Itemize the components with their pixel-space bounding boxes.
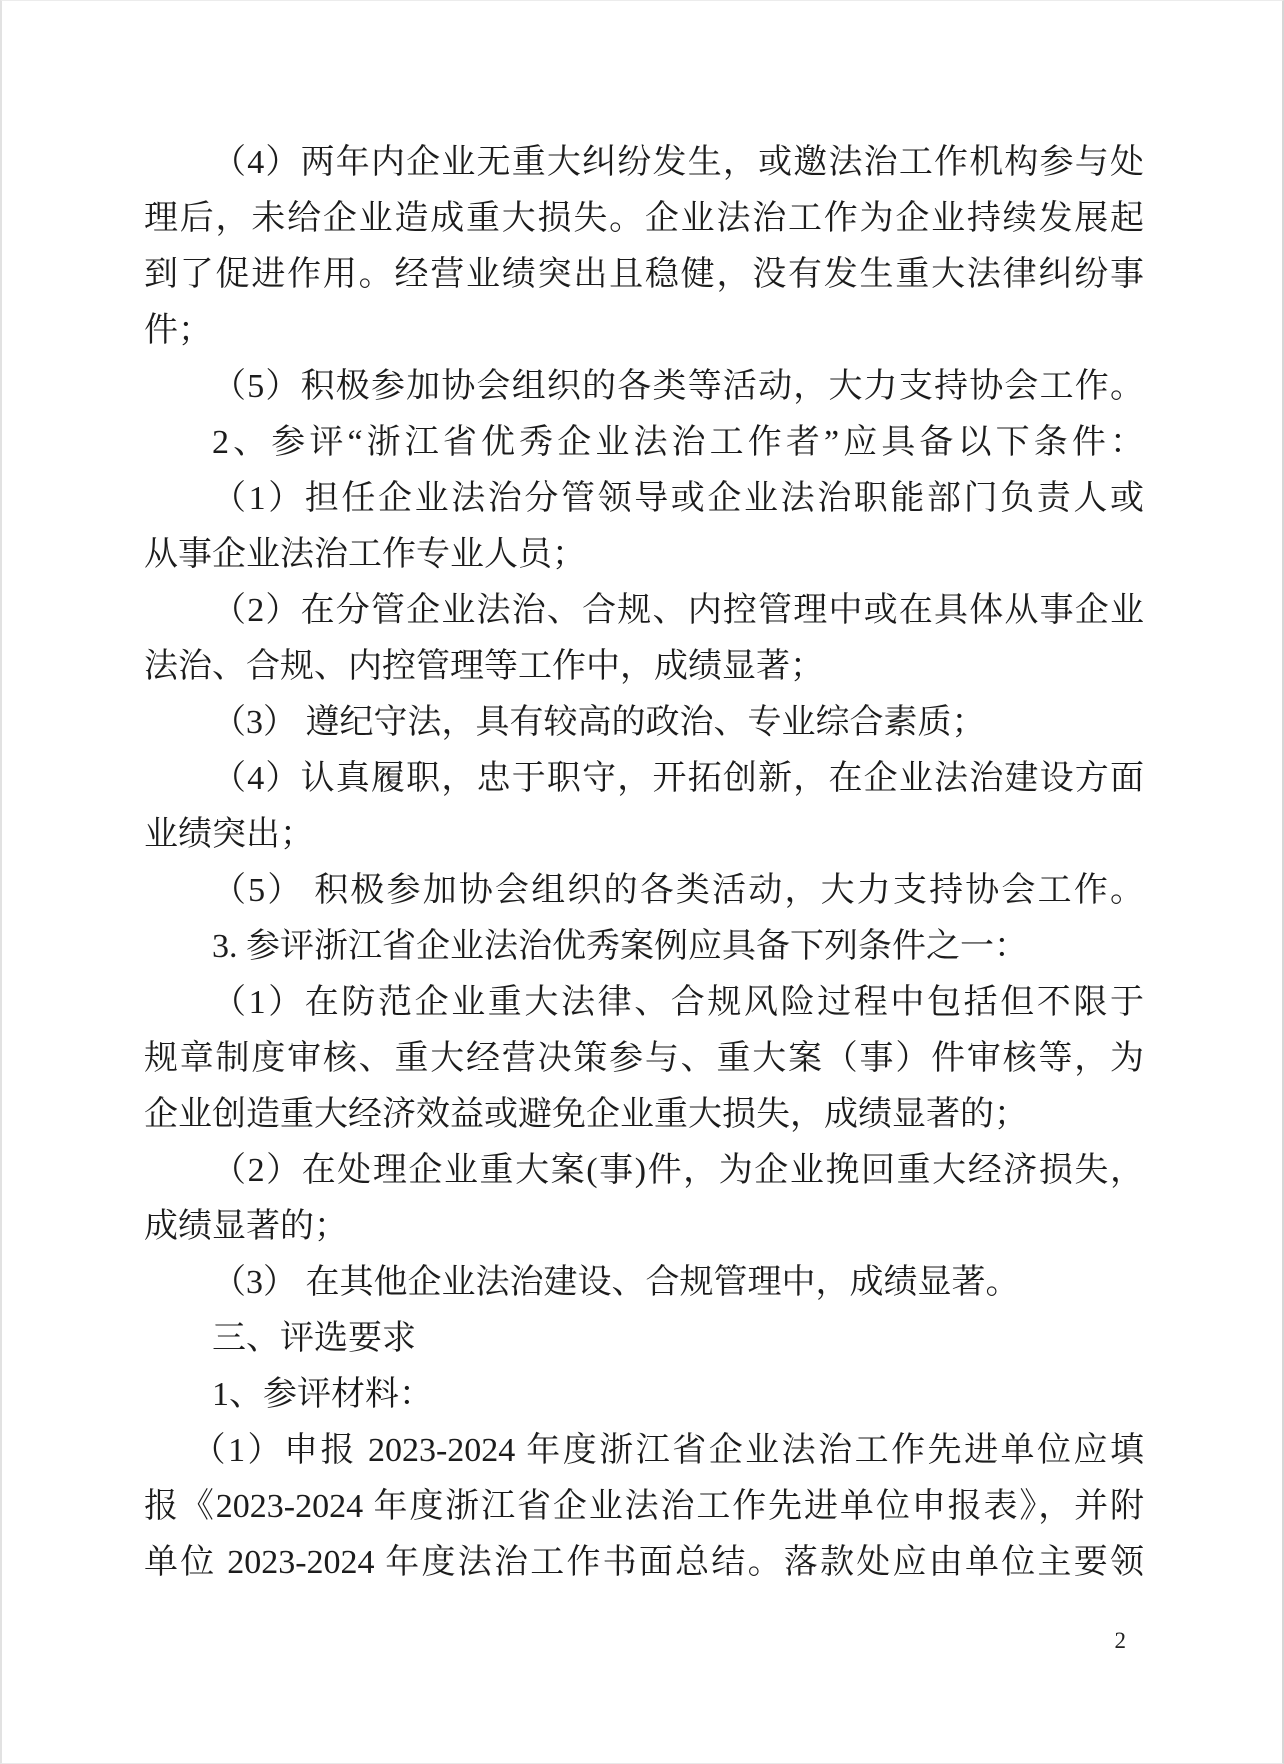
text-line: （2）在处理企业重大案(事)件，为企业挽回重大经济损失， (212, 1152, 1144, 1189)
text-line: 业绩突出； (144, 816, 314, 853)
text-line: 规章制度审核、重大经营决策参与、重大案（事）件审核等，为 (144, 1040, 1144, 1077)
text-line: 从事企业法治工作专业人员； (144, 536, 586, 573)
text-line: （4）两年内企业无重大纠纷发生，或邀法治工作机构参与处 (212, 144, 1144, 181)
text-line: 单位 2023-2024 年度法治工作书面总结。落款处应由单位主要领 (144, 1544, 1144, 1581)
text-line: （3） 在其他企业法治建设、合规管理中，成绩显著。 (212, 1264, 1020, 1301)
document-text-block (144, 135, 1144, 1591)
text-line: （2）在分管企业法治、合规、内控管理中或在具体从事企业 (212, 592, 1144, 629)
text-line: 2、参评“浙江省优秀企业法治工作者”应具备以下条件： (212, 424, 1144, 461)
text-line: （1）担任企业法治分管领导或企业法治职能部门负责人或 (212, 480, 1144, 517)
text-line: 1、参评材料： (212, 1376, 433, 1413)
text-line: （1）申报 2023-2024 年度浙江省企业法治工作先进单位应填 (191, 1432, 1144, 1469)
text-line: 3. 参评浙江省企业法治优秀案例应具备下列条件之一： (212, 928, 1028, 965)
page-number: 2 (1114, 1628, 1126, 1653)
text-line: （1）在防范企业重大法律、合规风险过程中包括但不限于 (212, 984, 1144, 1021)
text-line: （5） 积极参加协会组织的各类活动，大力支持协会工作。 (212, 872, 1144, 909)
text-line: 三、评选要求 (212, 1320, 416, 1357)
text-line: （5）积极参加协会组织的各类等活动，大力支持协会工作。 (212, 368, 1144, 405)
text-line: 企业创造重大经济效益或避免企业重大损失，成绩显著的； (144, 1096, 1028, 1133)
text-line: 件； (144, 312, 212, 349)
text-line: 成绩显著的； (144, 1208, 348, 1245)
text-line: 理后，未给企业造成重大损失。企业法治工作为企业持续发展起 (144, 200, 1144, 237)
text-line: 到了促进作用。经营业绩突出且稳健，没有发生重大法律纠纷事 (144, 256, 1144, 293)
text-line: （4）认真履职，忠于职守，开拓创新，在企业法治建设方面 (212, 760, 1144, 797)
text-line: 法治、合规、内控管理等工作中，成绩显著； (144, 648, 824, 685)
text-line: （3） 遵纪守法，具有较高的政治、专业综合素质； (212, 704, 986, 741)
text-line: 报《2023-2024 年度浙江省企业法治工作先进单位申报表》，并附 (144, 1488, 1144, 1525)
